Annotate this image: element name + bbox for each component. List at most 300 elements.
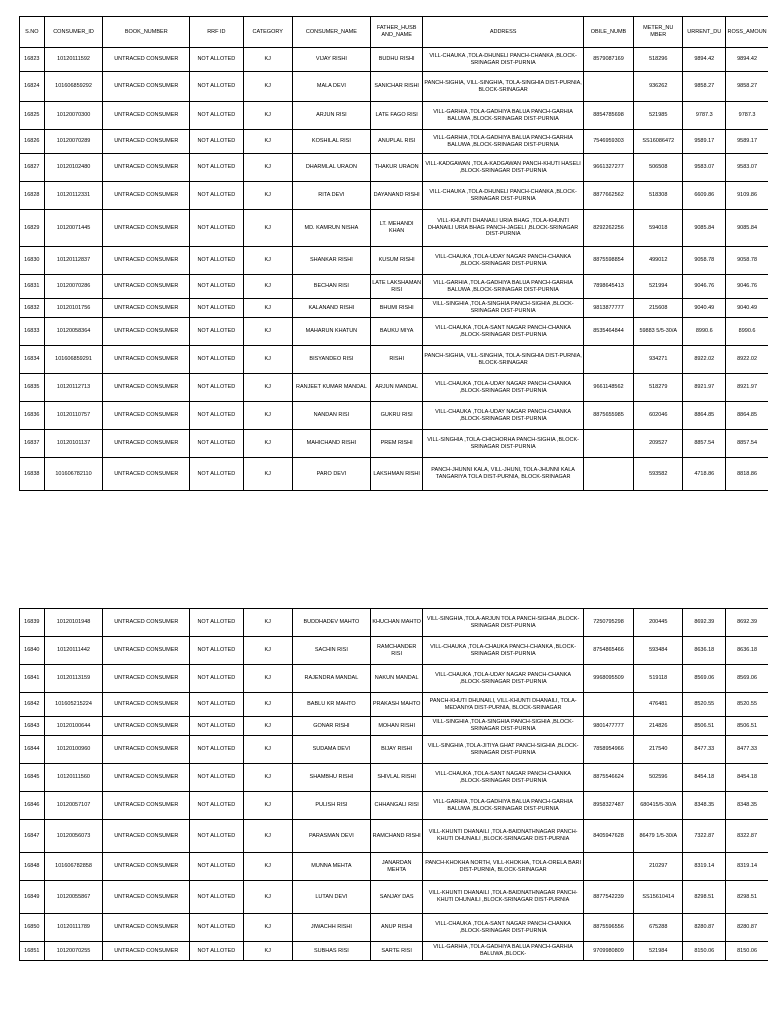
consumer-id-cell: 10120112331 [44,182,103,210]
address-cell: VILL-CHAUKA ,TOLA-UDAY NAGAR PANCH-CHANKA ,BLOCK-SRINAGAR DIST-PURNIA [423,665,584,693]
category-cell: KJ [243,72,292,102]
sno-cell: 16834 [20,346,45,374]
mobile-number-cell: 8854785698 [583,102,633,130]
rrf-id-cell: NOT ALLOTED [190,942,244,961]
current-due-cell: 8280.87 [683,914,726,942]
consumer-name-cell: MALA DEVI [292,72,370,102]
gross-amount-cell: 9787.3 [726,102,768,130]
book-number-cell: UNTRACED CONSUMER [103,48,190,72]
father-husband-name-cell: BIJAY RISHI [370,736,422,764]
meter-number-cell: 521994 [634,275,683,299]
rrf-id-cell: NOT ALLOTED [190,210,244,247]
mobile-number-cell: 8535464844 [583,318,633,346]
address-cell: VILL-CHAUKA ,TOLA-UDAY NAGAR PANCH-CHANKA ,BLOCK-SRINAGAR DIST-PURNIA [423,402,584,430]
table-row [20,275,768,299]
meter-number-cell: 86479 1/5-30/A [634,820,683,853]
address-cell: VILL-KHUNTI DHANAILI ,TOLA-BAIDNATHNAGAR PANCH-KHUTI DHUNAILI ,BLOCK-SRINAGAR DIST-PURNIA [423,881,584,914]
father-husband-name-cell: PRAKASH MAHTO [370,693,422,717]
rrf-id-cell: NOT ALLOTED [190,914,244,942]
book-number-cell: UNTRACED CONSUMER [103,820,190,853]
father-husband-name-cell: NAKUN MANDAL [370,665,422,693]
consumer-name-cell: PULISH RISI [292,792,370,820]
category-cell: KJ [243,881,292,914]
father-husband-name-cell: LT. MEHANDI KHAN [370,210,422,247]
table-row [20,914,768,942]
mobile-number-cell: 7250795298 [583,609,633,637]
consumer-id-cell: 10120070300 [44,102,103,130]
consumer-name-cell: MAHARUN KHATUN [292,318,370,346]
table-row [20,402,768,430]
consumer-id-cell: 10120111789 [44,914,103,942]
current-due-cell: 8864.85 [683,402,726,430]
column-header: URRENT_DU [683,17,726,48]
sno-cell: 16842 [20,693,45,717]
meter-number-cell: 680415/5-30/A [634,792,683,820]
consumer-name-cell: KALANAND RISHI [292,299,370,318]
address-cell: VILL-KADGAWAN ,TOLA-KADGAWAN PANCH-KHUTI HASELI ,BLOCK-SRINAGAR DIST-PURNIA [423,154,584,182]
book-number-cell: UNTRACED CONSUMER [103,374,190,402]
table-row [20,665,768,693]
father-husband-name-cell: SANJAY DAS [370,881,422,914]
table-row [20,693,768,717]
meter-number-cell: 59883 5/5-30/A [634,318,683,346]
consumer-name-cell: PARO DEVI [292,458,370,491]
consumer-name-cell: ARJUN RISI [292,102,370,130]
current-due-cell: 8990.6 [683,318,726,346]
category-cell: KJ [243,299,292,318]
address-cell: PANCH-SIGHIA, VILL-SINGHIA, TOLA-SINGHIA DIST-PURNIA, BLOCK-SRINAGAR [423,72,584,102]
meter-number-cell: 518279 [634,374,683,402]
consumer-id-cell: 10120101948 [44,609,103,637]
category-cell: KJ [243,717,292,736]
rrf-id-cell: NOT ALLOTED [190,609,244,637]
category-cell: KJ [243,102,292,130]
father-husband-name-cell: BAUKU MIYA [370,318,422,346]
father-husband-name-cell: SHIVLAL RISHI [370,764,422,792]
category-cell: KJ [243,430,292,458]
category-cell: KJ [243,318,292,346]
consumer-name-cell: SUBHAS RISI [292,942,370,961]
category-cell: KJ [243,820,292,853]
category-cell: KJ [243,48,292,72]
book-number-cell: UNTRACED CONSUMER [103,72,190,102]
mobile-number-cell: 8875655985 [583,402,633,430]
consumer-id-cell: 10120111592 [44,48,103,72]
consumer-name-cell: DHARMLAL URAON [292,154,370,182]
meter-number-cell: 217540 [634,736,683,764]
category-cell: KJ [243,942,292,961]
father-husband-name-cell: SANICHAR RISHI [370,72,422,102]
current-due-cell: 8319.14 [683,853,726,881]
address-cell: VILL-CHAUKA ,TOLA-SANT NAGAR PANCH-CHANKA ,BLOCK-SRINAGAR DIST-PURNIA [423,318,584,346]
gross-amount-cell: 8298.51 [726,881,768,914]
consumer-id-cell: 10120101137 [44,430,103,458]
sno-cell: 16825 [20,102,45,130]
father-husband-name-cell: CHHANGALI RISI [370,792,422,820]
sno-cell: 16827 [20,154,45,182]
book-number-cell: UNTRACED CONSUMER [103,717,190,736]
sno-cell: 16849 [20,881,45,914]
table-row [20,247,768,275]
table-body [20,48,768,491]
table-row [20,637,768,665]
consumer-id-cell: 10120102480 [44,154,103,182]
book-number-cell: UNTRACED CONSUMER [103,318,190,346]
book-number-cell: UNTRACED CONSUMER [103,182,190,210]
sno-cell: 16847 [20,820,45,853]
meter-number-cell: 518296 [634,48,683,72]
meter-number-cell: 518308 [634,182,683,210]
gross-amount-cell: 8150.06 [726,942,768,961]
gross-amount-cell: 8322.87 [726,820,768,853]
rrf-id-cell: NOT ALLOTED [190,736,244,764]
sno-cell: 16833 [20,318,45,346]
mobile-number-cell: 7898645413 [583,275,633,299]
meter-number-cell: 602046 [634,402,683,430]
consumer-name-cell: GONAR RISHI [292,717,370,736]
book-number-cell: UNTRACED CONSUMER [103,914,190,942]
consumer-name-cell: PARASMAN DEVI [292,820,370,853]
current-due-cell: 8922.02 [683,346,726,374]
mobile-number-cell: 7858954966 [583,736,633,764]
gross-amount-cell: 8857.54 [726,430,768,458]
book-number-cell: UNTRACED CONSUMER [103,275,190,299]
current-due-cell: 9894.42 [683,48,726,72]
consumer-name-cell: KOSHILAL RISI [292,130,370,154]
category-cell: KJ [243,210,292,247]
address-cell: VILL-CHAUKA ,TOLA-CHAUKA PANCH-CHANKA ,BLOCK-SRINAGAR DIST-PURNIA [423,637,584,665]
gross-amount-cell: 9058.78 [726,247,768,275]
mobile-number-cell: 9661327277 [583,154,633,182]
meter-number-cell: 936262 [634,72,683,102]
table-row [20,72,768,102]
consumer-name-cell: BECHAN RISI [292,275,370,299]
gross-amount-cell: 8922.02 [726,346,768,374]
gross-amount-cell: 8280.87 [726,914,768,942]
rrf-id-cell: NOT ALLOTED [190,458,244,491]
current-due-cell: 8506.51 [683,717,726,736]
current-due-cell: 8921.97 [683,374,726,402]
current-due-cell: 9046.76 [683,275,726,299]
gross-amount-cell: 8692.39 [726,609,768,637]
meter-number-cell: SS15610414 [634,881,683,914]
table-row [20,609,768,637]
gross-amount-cell: 9085.84 [726,210,768,247]
meter-number-cell: 214826 [634,717,683,736]
category-cell: KJ [243,693,292,717]
sno-cell: 16836 [20,402,45,430]
mobile-number-cell: 8958327487 [583,792,633,820]
table-row [20,130,768,154]
consumer-name-cell: BABLU KR MAHTO [292,693,370,717]
address-cell: VILL-GARHIA ,TOLA-GADHIYA BALUA PANCH-GARHIA BALUWA ,BLOCK-SRINAGAR DIST-PURNIA [423,275,584,299]
book-number-cell: UNTRACED CONSUMER [103,210,190,247]
address-cell: VILL-SINGHIA ,TOLA-ARJUN TOLA PANCH-SIGHIA ,BLOCK-SRINAGAR DIST-PURNIA [423,609,584,637]
current-due-cell: 8636.18 [683,637,726,665]
current-due-cell: 8454.18 [683,764,726,792]
consumer-id-cell: 101606782110 [44,458,103,491]
consumer-name-cell: JIWACHH RISHI [292,914,370,942]
mobile-number-cell: 8292262256 [583,210,633,247]
current-due-cell: 8692.39 [683,609,726,637]
consumer-name-cell: SACHIN RISI [292,637,370,665]
consumer-name-cell: RITA DEVI [292,182,370,210]
father-husband-name-cell: LAKSHMAN RISHI [370,458,422,491]
sno-cell: 16846 [20,792,45,820]
rrf-id-cell: NOT ALLOTED [190,637,244,665]
table-row [20,102,768,130]
column-header: CATEGORY [243,17,292,48]
consumer-name-cell: LUTAN DEVI [292,881,370,914]
consumer-id-cell: 10120058364 [44,318,103,346]
rrf-id-cell: NOT ALLOTED [190,130,244,154]
address-cell: VILL-SINGHIA ,TOLA-JITIYA GHAT PANCH-SIGHIA ,BLOCK-SRINAGAR DIST-PURNIA [423,736,584,764]
table-row [20,458,768,491]
category-cell: KJ [243,275,292,299]
current-due-cell: 8298.51 [683,881,726,914]
consumer-id-cell: 101606859292 [44,72,103,102]
consumer-id-cell: 10120112837 [44,247,103,275]
rrf-id-cell: NOT ALLOTED [190,102,244,130]
rrf-id-cell: NOT ALLOTED [190,299,244,318]
current-due-cell: 9589.17 [683,130,726,154]
consumer-id-cell: 10120070255 [44,942,103,961]
book-number-cell: UNTRACED CONSUMER [103,609,190,637]
table-row [20,299,768,318]
column-header: CONSUMER_NAME [292,17,370,48]
consumer-id-cell: 10120070286 [44,275,103,299]
meter-number-cell: 593582 [634,458,683,491]
father-husband-name-cell: MOHAN RISHI [370,717,422,736]
book-number-cell: UNTRACED CONSUMER [103,299,190,318]
meter-number-cell: 521985 [634,102,683,130]
consumer-id-cell: 101605215224 [44,693,103,717]
table-row [20,881,768,914]
category-cell: KJ [243,458,292,491]
father-husband-name-cell: RISHI [370,346,422,374]
category-cell: KJ [243,247,292,275]
table-row [20,820,768,853]
father-husband-name-cell: THAKUR URAON [370,154,422,182]
category-cell: KJ [243,637,292,665]
current-due-cell: 9085.84 [683,210,726,247]
consumer-id-cell: 10120101756 [44,299,103,318]
book-number-cell: UNTRACED CONSUMER [103,736,190,764]
column-header: BOOK_NUMBER [103,17,190,48]
consumer-name-cell: VIJAY RISHI [292,48,370,72]
book-number-cell: UNTRACED CONSUMER [103,346,190,374]
address-cell: PANCH-SIGHIA, VILL-SINGHIA, TOLA-SINGHIA DIST-PURNIA, BLOCK-SRINAGAR [423,346,584,374]
address-cell: VILL-GARHIA ,TOLA-GADHIYA BALUA PANCH-GARHIA BALUWA ,BLOCK-SRINAGAR DIST-PURNIA [423,130,584,154]
consumer-id-cell: 10120113159 [44,665,103,693]
father-husband-name-cell: BHUMI RISHI [370,299,422,318]
category-cell: KJ [243,853,292,881]
mobile-number-cell: 7546959303 [583,130,633,154]
mobile-number-cell [583,458,633,491]
book-number-cell: UNTRACED CONSUMER [103,792,190,820]
consumer-id-cell: 10120112713 [44,374,103,402]
book-number-cell: UNTRACED CONSUMER [103,942,190,961]
address-cell: VILL-SINGHIA ,TOLA-SINGHIA PANCH-SIGHIA ,BLOCK-SRINAGAR DIST-PURNIA [423,717,584,736]
column-header: METER_NU MBER [634,17,683,48]
header-row [20,17,768,48]
sno-cell: 16851 [20,942,45,961]
mobile-number-cell [583,346,633,374]
rrf-id-cell: NOT ALLOTED [190,48,244,72]
book-number-cell: UNTRACED CONSUMER [103,693,190,717]
book-number-cell: UNTRACED CONSUMER [103,881,190,914]
table-row [20,210,768,247]
gross-amount-cell: 8506.51 [726,717,768,736]
father-husband-name-cell: SARTE RISI [370,942,422,961]
table-row [20,48,768,72]
mobile-number-cell: 8875598854 [583,247,633,275]
category-cell: KJ [243,914,292,942]
rrf-id-cell: NOT ALLOTED [190,154,244,182]
category-cell: KJ [243,346,292,374]
meter-number-cell: 519118 [634,665,683,693]
current-due-cell: 9040.49 [683,299,726,318]
gross-amount-cell: 8921.97 [726,374,768,402]
mobile-number-cell: 8877662562 [583,182,633,210]
book-number-cell: UNTRACED CONSUMER [103,430,190,458]
consumer-name-cell: MAHICHAND RISHI [292,430,370,458]
book-number-cell: UNTRACED CONSUMER [103,102,190,130]
category-cell: KJ [243,792,292,820]
father-husband-name-cell: JANARDAN MEHTA [370,853,422,881]
column-header: ROSS_AMOUN [726,17,768,48]
sno-cell: 16826 [20,130,45,154]
consumer-id-cell: 101606859291 [44,346,103,374]
address-cell: VILL-KHUNTI DHANAILI ,TOLA-BAIDNATHNAGAR PANCH-KHUTI DHUNAILI ,BLOCK-SRINAGAR DIST-PURNIA [423,820,584,853]
column-header: OBILE_NUMB [583,17,633,48]
current-due-cell: 8569.06 [683,665,726,693]
sno-cell: 16829 [20,210,45,247]
meter-number-cell: 215608 [634,299,683,318]
address-cell: VILL-CHAUKA ,TOLA-SANT NAGAR PANCH-CHANKA ,BLOCK-SRINAGAR DIST-PURNIA [423,764,584,792]
book-number-cell: UNTRACED CONSUMER [103,764,190,792]
gross-amount-cell: 9046.76 [726,275,768,299]
gross-amount-cell: 8319.14 [726,853,768,881]
address-cell: VILL-KHUNTI DHANAILI URIA BHAG ,TOLA-KHUNTI DHANAILI URIA BHAG PANCH-JAGELI ,BLOCK-SRINAGAR DIST-PURNIA [423,210,584,247]
current-due-cell: 8520.55 [683,693,726,717]
rrf-id-cell: NOT ALLOTED [190,693,244,717]
gross-amount-cell: 8454.18 [726,764,768,792]
category-cell: KJ [243,764,292,792]
address-cell: PANCH-KHOKHA NORTH, VILL-KHOKHA, TOLA-ORELA BARI DIST-PURNIA, BLOCK-SRINAGAR [423,853,584,881]
gross-amount-cell: 9040.49 [726,299,768,318]
meter-number-cell: 200445 [634,609,683,637]
gross-amount-cell: 8864.85 [726,402,768,430]
consumer-id-cell: 101606782858 [44,853,103,881]
sno-cell: 16835 [20,374,45,402]
father-husband-name-cell: ANUPLAL RISI [370,130,422,154]
column-header: CONSUMER_ID [44,17,103,48]
consumer-name-cell: SHANKAR RISHI [292,247,370,275]
mobile-number-cell: 8875546624 [583,764,633,792]
father-husband-name-cell: LATE FAGO RISI [370,102,422,130]
consumer-id-cell: 10120057107 [44,792,103,820]
address-cell: VILL-GARHIA ,TOLA-GADHIYA BALUA PANCH-GARHIA BALUWA ,BLOCK-SRINAGAR DIST-PURNIA [423,792,584,820]
gross-amount-cell: 8818.86 [726,458,768,491]
gross-amount-cell: 9109.86 [726,182,768,210]
consumer-table-2 [19,608,768,961]
sno-cell: 16838 [20,458,45,491]
consumer-id-cell: 10120100644 [44,717,103,736]
mobile-number-cell: 8877542239 [583,881,633,914]
table-body [20,609,768,961]
book-number-cell: UNTRACED CONSUMER [103,637,190,665]
gross-amount-cell: 9589.17 [726,130,768,154]
table-row [20,736,768,764]
consumer-name-cell: SUDAMA DEVI [292,736,370,764]
address-cell: VILL-CHAUKA ,TOLA-UDAY NAGAR PANCH-CHANKA ,BLOCK-SRINAGAR DIST-PURNIA [423,247,584,275]
sno-cell: 16832 [20,299,45,318]
meter-number-cell: 506508 [634,154,683,182]
book-number-cell: UNTRACED CONSUMER [103,665,190,693]
address-cell: VILL-GARHIA ,TOLA-GADHIYA BALUA PANCH-GARHIA BALUWA ,BLOCK- [423,942,584,961]
sno-cell: 16845 [20,764,45,792]
gross-amount-cell: 8569.06 [726,665,768,693]
sno-cell: 16839 [20,609,45,637]
address-cell: VILL-CHAUKA ,TOLA-DHUNELI PANCH-CHANKA ,BLOCK-SRINAGAR DIST-PURNIA [423,182,584,210]
meter-number-cell: SS16086472 [634,130,683,154]
meter-number-cell: 209527 [634,430,683,458]
consumer-name-cell: RAJENDRA MANDAL [292,665,370,693]
consumer-name-cell: MUNNA MEHTA [292,853,370,881]
rrf-id-cell: NOT ALLOTED [190,430,244,458]
category-cell: KJ [243,665,292,693]
rrf-id-cell: NOT ALLOTED [190,820,244,853]
gross-amount-cell: 8636.18 [726,637,768,665]
category-cell: KJ [243,374,292,402]
father-husband-name-cell: PREM RISHI [370,430,422,458]
consumer-id-cell: 10120071445 [44,210,103,247]
gross-amount-cell: 8520.55 [726,693,768,717]
consumer-table-1 [19,16,768,491]
book-number-cell: UNTRACED CONSUMER [103,402,190,430]
sno-cell: 16823 [20,48,45,72]
current-due-cell: 6609.86 [683,182,726,210]
consumer-name-cell: NANDAN RISI [292,402,370,430]
table-row [20,346,768,374]
sno-cell: 16844 [20,736,45,764]
current-due-cell: 9583.07 [683,154,726,182]
current-due-cell: 8477.33 [683,736,726,764]
category-cell: KJ [243,182,292,210]
father-husband-name-cell: BUDHU RISHI [370,48,422,72]
table-row [20,717,768,736]
gross-amount-cell: 8477.33 [726,736,768,764]
sno-cell: 16843 [20,717,45,736]
rrf-id-cell: NOT ALLOTED [190,402,244,430]
mobile-number-cell: 8875596556 [583,914,633,942]
consumer-name-cell: SHAMBHU RISHI [292,764,370,792]
address-cell: VILL-CHAUKA ,TOLA-SANT NAGAR PANCH-CHANKA ,BLOCK-SRINAGAR DIST-PURNIA [423,914,584,942]
gross-amount-cell: 9583.07 [726,154,768,182]
mobile-number-cell: 9709980809 [583,942,633,961]
book-number-cell: UNTRACED CONSUMER [103,853,190,881]
father-husband-name-cell: ARJUN MANDAL [370,374,422,402]
gross-amount-cell: 9858.27 [726,72,768,102]
sno-cell: 16828 [20,182,45,210]
rrf-id-cell: NOT ALLOTED [190,346,244,374]
book-number-cell: UNTRACED CONSUMER [103,247,190,275]
column-header: RRF ID [190,17,244,48]
gross-amount-cell: 8990.6 [726,318,768,346]
mobile-number-cell: 9813877777 [583,299,633,318]
table-row [20,318,768,346]
